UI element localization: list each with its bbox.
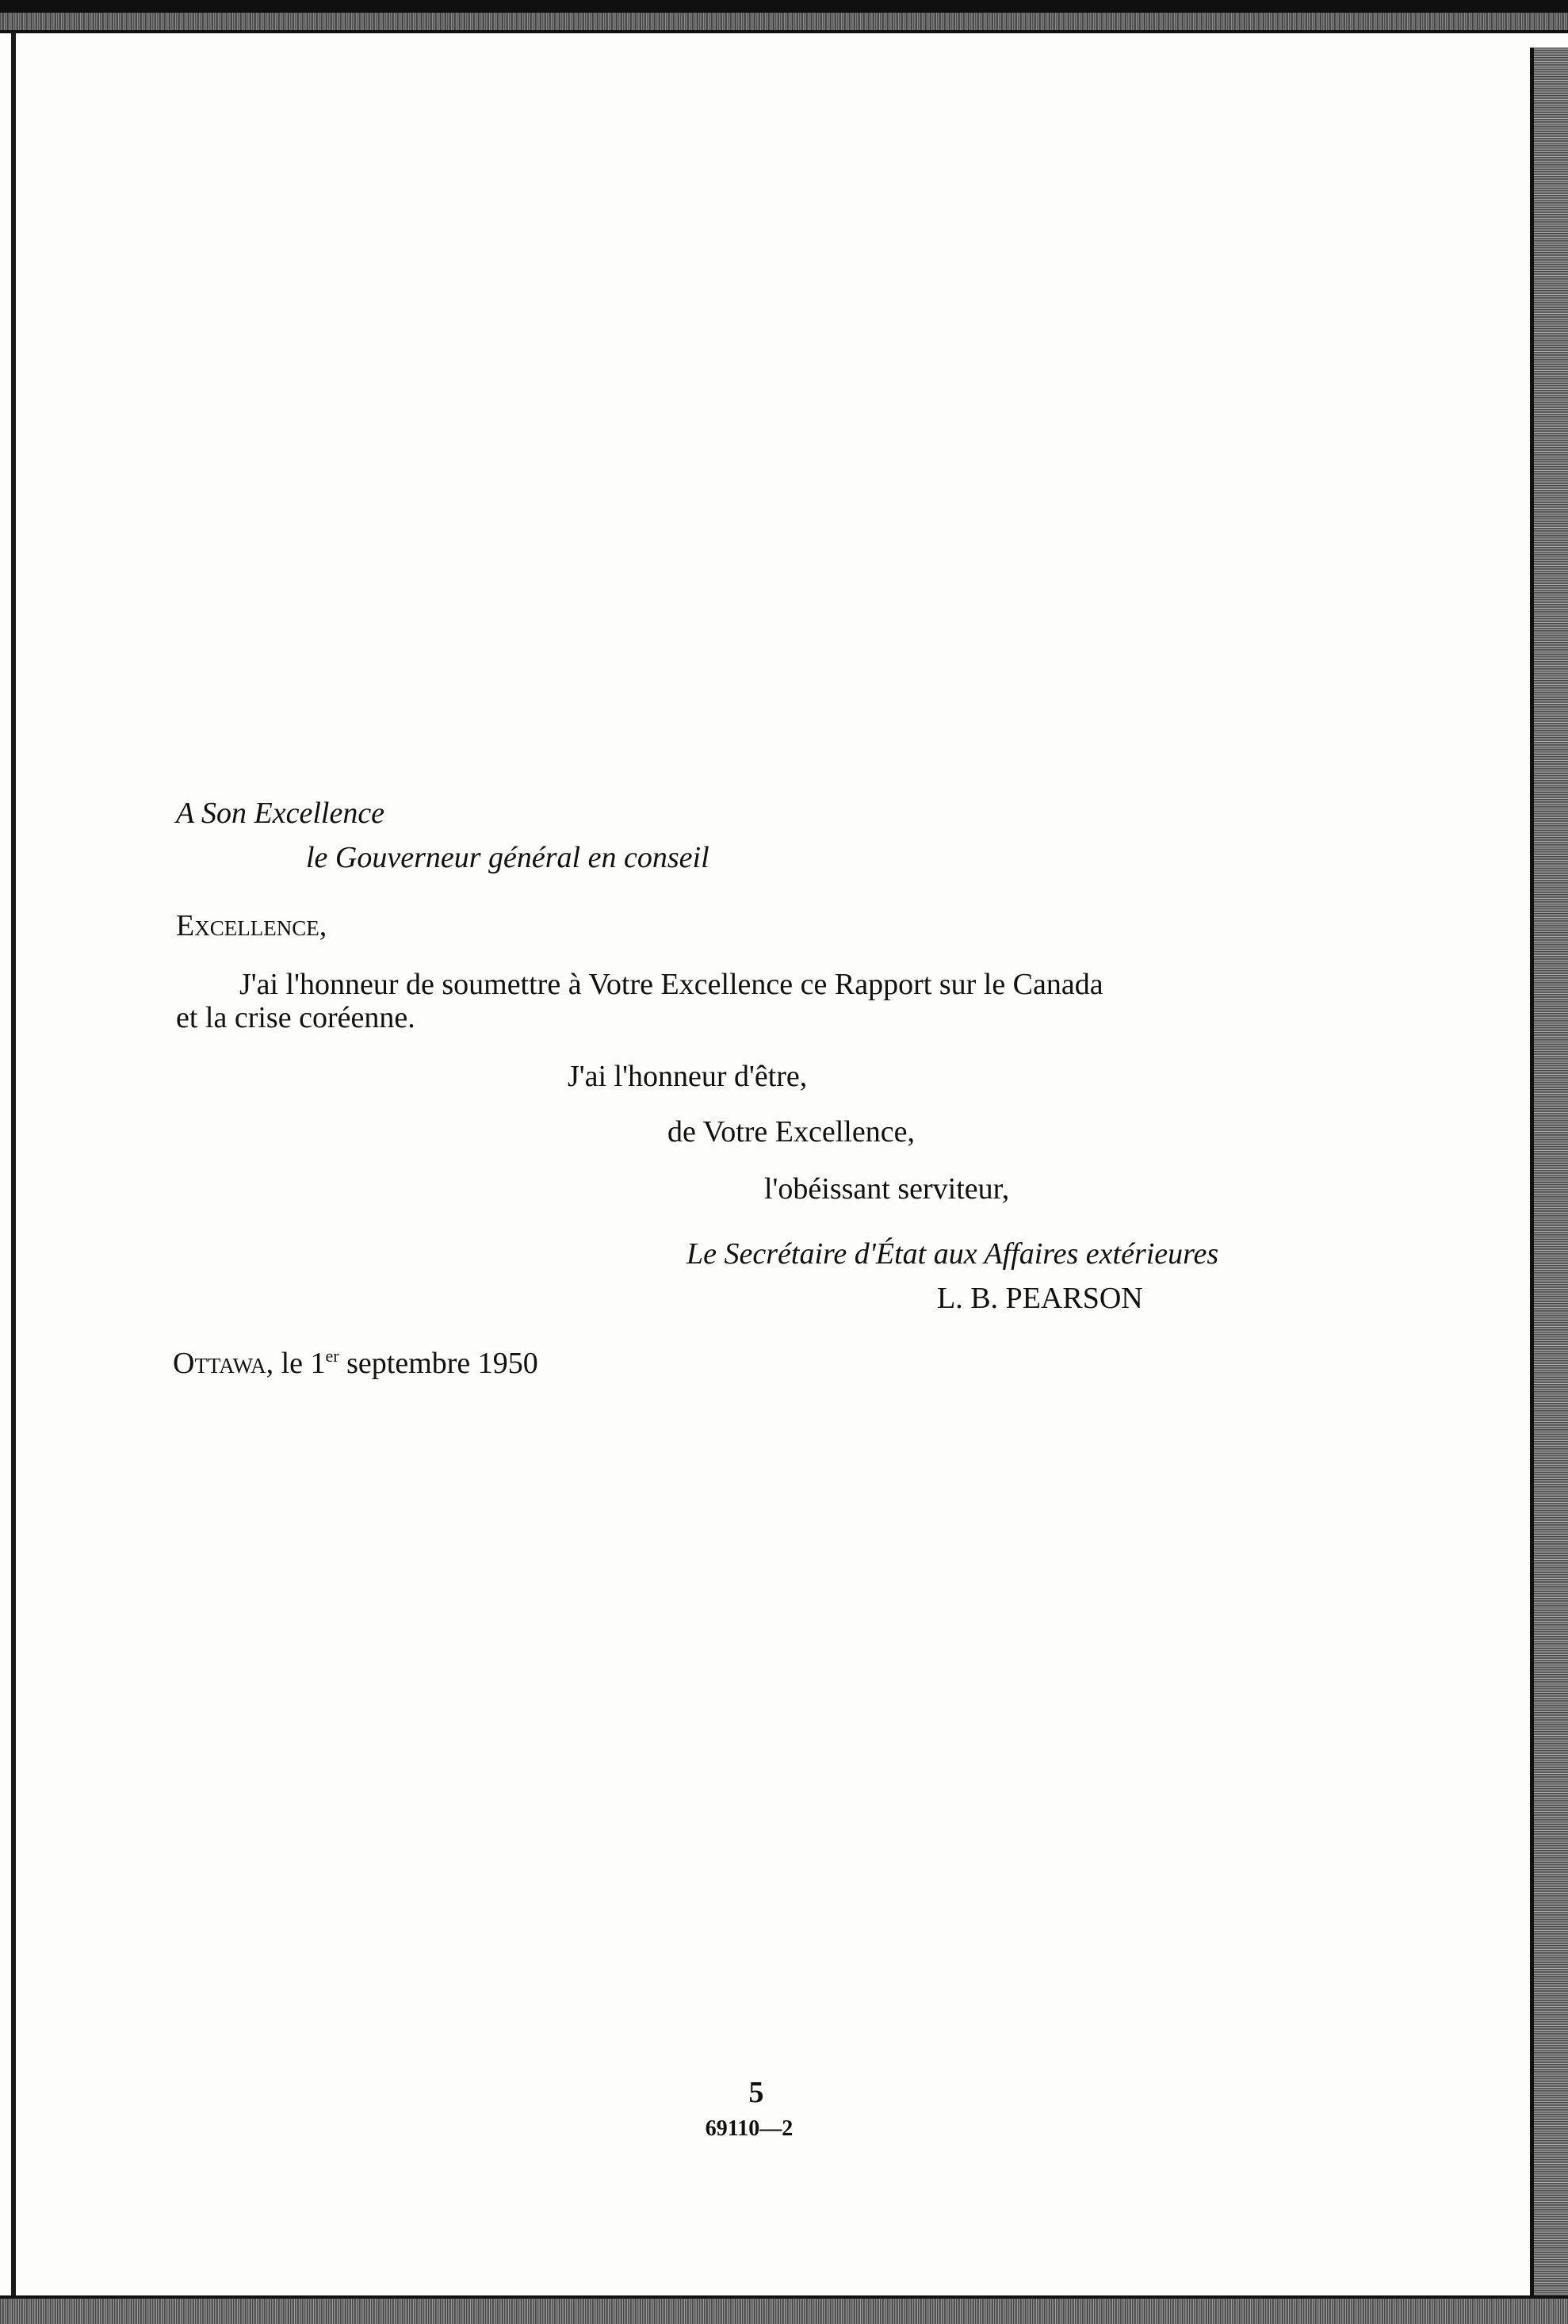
dateline-place: Ottawa [173, 1347, 266, 1380]
salutation: Excellence, [176, 909, 327, 942]
dateline-day: , le 1 [266, 1347, 326, 1380]
scan-edge-left [11, 32, 16, 2299]
closing-line-2: de Votre Excellence, [667, 1115, 915, 1149]
scan-edge-right [1530, 48, 1568, 2299]
address-line-2: le Gouverneur général en conseil [306, 841, 709, 874]
closing-line-1: J'ai l'honneur d'être, [568, 1060, 808, 1093]
dateline-month-year: septembre 1950 [338, 1347, 538, 1380]
scan-edge-bottom [0, 2295, 1568, 2324]
body-line-1: J'ai l'honneur de soumettre à Votre Excellence ce Rapport sur le Canada [239, 968, 1103, 1001]
scan-edge-top-dark [0, 0, 1568, 13]
print-code: 69110—2 [705, 2116, 794, 2141]
signatory-name: L. B. PEARSON [937, 1282, 1143, 1315]
body-line-2: et la crise coréenne. [176, 1001, 415, 1034]
closing-line-3: l'obéissant serviteur, [764, 1172, 1010, 1206]
address-line-1: A Son Excellence [176, 797, 385, 830]
dateline [173, 1346, 538, 1381]
dateline-superscript: er [325, 1346, 339, 1366]
page-number: 5 [748, 2076, 764, 2109]
signatory-title: Le Secrétaire d'État aux Affaires extérieures [686, 1237, 1219, 1271]
